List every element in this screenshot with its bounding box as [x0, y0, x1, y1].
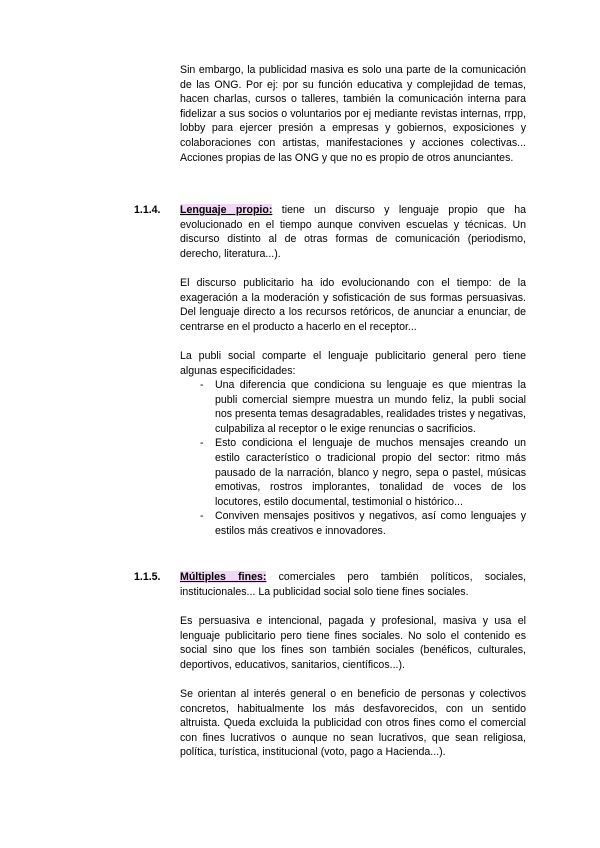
section-1-1-4-paragraph-2: La publi social comparte el lenguaje publicitario general pero tiene algunas especificidades: [180, 350, 526, 377]
section-1-1-4-paragraph-1: El discurso publicitario ha ido evolucionando con el tiempo: de la exageración a la moderación y sofisticación de sus formas persuasivas. Del lenguaje directo a los recursos retóricos, de anunciar a enunciar, de centrarse en el producto a hacerlo en el receptor... [180, 277, 526, 333]
section-1-1-5-heading [180, 570, 526, 599]
list-item [180, 436, 526, 509]
section-number-1-1-4: 1.1.4. [134, 204, 161, 216]
section-1-1-5-paragraph-1: Es persuasiva e intencional, pagada y profesional, masiva y usa el lenguaje publicitario pero tiene fines sociales. No solo el contenido es social sino que los fines son también sociales (benéficos, culturales, deportivos, educativos, sanitarios, científicos...). [180, 615, 526, 671]
term-lenguaje-propio: Lenguaje propio: [180, 204, 273, 216]
list-item [180, 378, 526, 436]
list-item-text: Conviven mensajes positivos y negativos, así como lenguajes y estilos más creativos e innovadores. [215, 510, 526, 537]
section-number-1-1-5: 1.1.5. [134, 571, 161, 583]
list-item-text: Esto condiciona el lenguaje de muchos mensajes creando un estilo característico o tradicional propio del sector: ritmo más pausado de la narración, blanco y negro, sepa o pastel, músicas emotivas, rostros implorantes, tonalidad de voces de los locutores, estilo documental, testimonial o histórico... [215, 437, 526, 508]
section-1-1-4-heading [180, 203, 526, 261]
intro-paragraph: Sin embargo, la publicidad masiva es solo una parte de la comunicación de las ONG. Por ej: por su función educativa y complejidad de temas, hacen charlas, cursos o talleres, también la comunicación interna para fidelizar a sus socios o voluntarios por ej mediante revistas internas, rrpp, lobby para ejercer presión a empresas y gobiernos, exposiciones y colaboraciones con artistas, manifestaciones y acciones colectivas... Acciones propias de las ONG y que no es propio de otros anunciantes. [180, 64, 526, 164]
term-multiples-fines: Múltiples fines: [180, 571, 267, 583]
list-item-text: Una diferencia que condiciona su lenguaje es que mientras la publi comercial siempre muestra un mundo feliz, la publi social nos presenta temas desagradables, realidades tristes y negativas, culpabiliza al receptor o le exige renuncias o sacrificios. [215, 379, 526, 435]
dash-bullet: - [200, 379, 204, 391]
dash-bullet: - [200, 510, 204, 523]
section-1-1-4-definition: tiene un discurso y lenguaje propio que ha evolucionado en el tiempo aunque conviven escuelas y técnicas. Un discurso distinto al de otras formas de comunicación (periodismo, derecho, literatura...). [180, 204, 526, 260]
specificities-list [180, 378, 526, 539]
section-1-1-5-paragraph-2: Se orientan al interés general o en beneficio de personas y colectivos concretos, habitualmente los más desfavorecidos, con un sentido altruista. Queda excluida la publicidad con otros fines como el comercial con fines lucrativos o aunque no sean lucrativos, que sean religiosa, política, turística, institucional (voto, pago a Hacienda...). [180, 688, 526, 759]
list-item [180, 509, 526, 538]
dash-bullet: - [200, 437, 204, 450]
section-1-1-5-definition: comerciales pero también políticos, sociales, institucionales... La publicidad social solo tiene fines sociales. [180, 571, 526, 598]
